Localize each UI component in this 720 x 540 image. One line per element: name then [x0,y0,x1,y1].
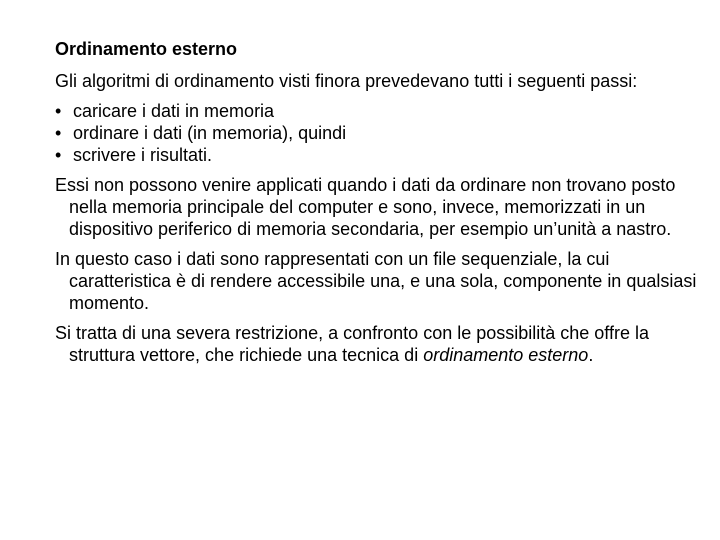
list-item-text: caricare i dati in memoria [73,101,275,121]
bullet-icon: • [55,145,62,165]
conclusion-paragraph [55,322,705,366]
conclusion-text: Si tratta di una severa restrizione, a confronto con le possibilità che offre la struttura vettore, che richiede una tecnica di [55,323,649,365]
conclusion-emphasis: ordinamento esterno [423,345,589,365]
slide-content [55,38,705,374]
list-item-text: scrivere i risultati. [73,145,213,165]
sequential-file-paragraph: In questo caso i dati sono rappresentati con un file sequenziale, la cui caratteristica è di rendere accessibile una, e una sola, componente in qualsiasi momento. [55,249,697,313]
list-item-text: ordinare i dati (in memoria), quindi [73,123,347,143]
steps-list [55,100,705,166]
bullet-icon: • [55,123,62,143]
list-item [55,122,705,144]
intro-paragraph: Gli algoritmi di ordinamento visti finora prevedevano tutti i seguenti passi: [55,71,638,91]
list-item [55,144,705,166]
bullet-icon: • [55,101,62,121]
slide-title: Ordinamento esterno [55,39,238,59]
conclusion-end: . [588,345,594,365]
list-item [55,100,705,122]
limitation-paragraph: Essi non possono venire applicati quando i dati da ordinare non trovano posto nella memoria principale del computer e sono, invece, memorizzati in un dispositivo periferico di memoria secondaria, per esempio un’unità a nastro. [55,175,676,239]
